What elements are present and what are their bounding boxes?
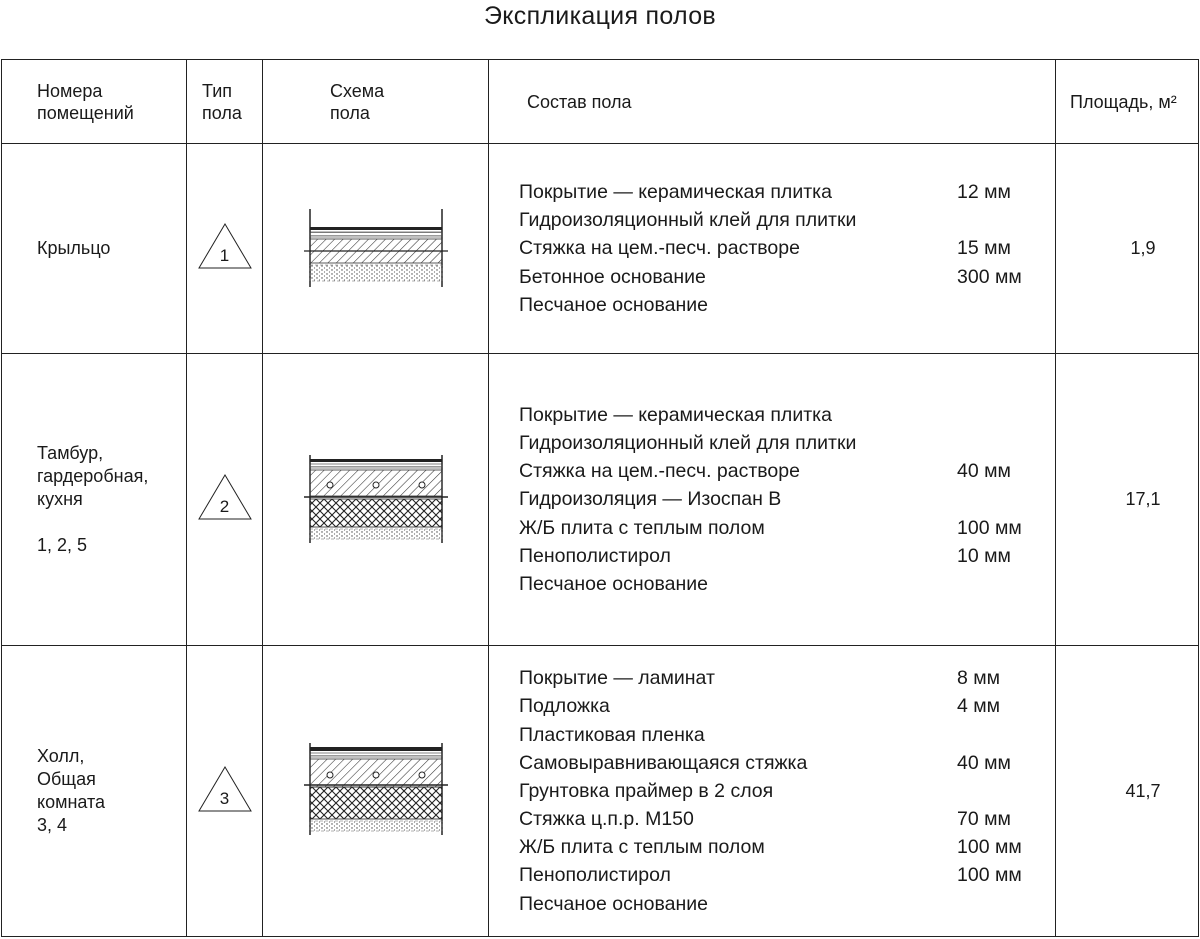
layer-name: Стяжка на цем.-песч. растворе xyxy=(519,460,800,483)
floor-type-number: 3 xyxy=(219,788,230,808)
layer-thickness xyxy=(957,206,1039,234)
list-item xyxy=(519,890,1039,918)
layer-thickness xyxy=(957,721,1039,749)
list-item xyxy=(519,485,1039,513)
layer-thickness: 12 мм xyxy=(957,181,1011,204)
layer-thickness: 4 мм xyxy=(957,695,1001,718)
layer-list xyxy=(519,178,1039,319)
list-item xyxy=(519,721,1039,749)
list-item xyxy=(519,570,1039,598)
layer-thickness xyxy=(957,401,1039,429)
list-item xyxy=(519,833,1039,861)
table-row xyxy=(2,144,1199,354)
header-type: Тип пола xyxy=(187,60,263,144)
floor-type-cell xyxy=(187,646,263,937)
composition-cell xyxy=(489,144,1056,354)
floor-scheme-cell xyxy=(263,646,489,937)
layer-name: Стяжка ц.п.р. М150 xyxy=(519,808,694,831)
layer-name: Пластиковая пленка xyxy=(519,723,705,746)
area-value: 17,1 xyxy=(1125,489,1161,509)
layer-name: Песчаное основание xyxy=(519,293,708,316)
layer-thickness: 15 мм xyxy=(957,237,1011,260)
layer-thickness: 100 мм xyxy=(957,864,1022,887)
list-item xyxy=(519,291,1039,319)
list-item xyxy=(519,457,1039,485)
table-row xyxy=(2,354,1199,646)
floor-scheme-diagram xyxy=(296,447,456,547)
floor-type-number: 1 xyxy=(219,246,230,265)
layer-name: Грунтовка праймер в 2 слоя xyxy=(519,779,774,802)
layer-thickness: 40 мм xyxy=(957,460,1011,483)
rooms-cell: Крыльцо xyxy=(2,144,187,354)
list-item xyxy=(519,805,1039,833)
floor-explication-table xyxy=(1,59,1199,937)
list-item xyxy=(519,749,1039,777)
layer-name: Покрытие — ламинат xyxy=(519,667,715,690)
layer-name: Пенополистирол xyxy=(519,544,671,567)
list-item xyxy=(519,263,1039,291)
floor-type-cell xyxy=(187,354,263,646)
floor-type-number: 2 xyxy=(219,497,230,516)
layer-thickness: 40 мм xyxy=(957,751,1011,774)
area-value: 1,9 xyxy=(1130,238,1156,258)
rooms-cell: Тамбур, гардеробная, кухня 1, 2, 5 xyxy=(2,354,187,646)
header-composition: Состав пола xyxy=(489,60,1056,144)
layer-thickness xyxy=(957,485,1039,513)
list-item xyxy=(519,178,1039,206)
layer-list xyxy=(519,664,1039,918)
area-cell xyxy=(1056,646,1199,937)
layer-thickness xyxy=(957,777,1039,805)
list-item xyxy=(519,542,1039,570)
floor-type-marker xyxy=(197,222,253,270)
layer-name: Стяжка на цем.-песч. растворе xyxy=(519,237,800,260)
layer-list xyxy=(519,401,1039,598)
layer-thickness xyxy=(957,890,1039,918)
layer-thickness: 70 мм xyxy=(957,808,1011,831)
composition-cell xyxy=(489,646,1056,937)
floor-scheme-cell xyxy=(263,354,489,646)
composition-cell xyxy=(489,354,1056,646)
floor-type-marker xyxy=(197,473,253,521)
layer-thickness: 100 мм xyxy=(957,836,1022,859)
layer-name: Покрытие — керамическая плитка xyxy=(519,403,832,426)
layer-name: Ж/Б плита с теплым полом xyxy=(519,836,765,859)
layer-name: Гидроизоляция — Изоспан В xyxy=(519,488,782,511)
layer-name: Самовыравнивающаяся стяжка xyxy=(519,751,808,774)
list-item xyxy=(519,401,1039,429)
area-cell xyxy=(1056,144,1199,354)
rooms-cell: Холл, Общая комната 3, 4 xyxy=(2,646,187,937)
list-item xyxy=(519,664,1039,692)
layer-name: Гидроизоляционный клей для плитки xyxy=(519,432,857,455)
list-item xyxy=(519,861,1039,889)
list-item xyxy=(519,692,1039,720)
floor-scheme-diagram xyxy=(296,739,456,839)
header-scheme: Схема пола xyxy=(263,60,489,144)
list-item xyxy=(519,514,1039,542)
layer-name: Бетонное основание xyxy=(519,265,706,288)
layer-name: Песчаное основание xyxy=(519,572,708,595)
floor-type-marker xyxy=(197,765,253,813)
list-item xyxy=(519,429,1039,457)
layer-thickness xyxy=(957,291,1039,319)
area-cell xyxy=(1056,354,1199,646)
header-area: Площадь, м² xyxy=(1056,60,1199,144)
layer-name: Подложка xyxy=(519,695,610,718)
layer-name: Пенополистирол xyxy=(519,864,671,887)
list-item xyxy=(519,234,1039,262)
table-header-row xyxy=(2,60,1199,144)
list-item xyxy=(519,206,1039,234)
floor-scheme-cell xyxy=(263,144,489,354)
layer-thickness: 10 мм xyxy=(957,544,1011,567)
layer-name: Песчаное основание xyxy=(519,892,708,915)
floor-scheme-diagram xyxy=(296,201,456,291)
page-title: Экспликация полов xyxy=(484,2,716,30)
list-item xyxy=(519,777,1039,805)
table-row xyxy=(2,646,1199,937)
layer-thickness xyxy=(957,570,1039,598)
header-rooms: Номера помещений xyxy=(2,60,187,144)
layer-thickness: 300 мм xyxy=(957,265,1022,288)
floor-type-cell xyxy=(187,144,263,354)
layer-thickness xyxy=(957,429,1039,457)
layer-name: Гидроизоляционный клей для плитки xyxy=(519,209,857,232)
layer-thickness: 100 мм xyxy=(957,516,1022,539)
layer-name: Ж/Б плита с теплым полом xyxy=(519,516,765,539)
layer-thickness: 8 мм xyxy=(957,667,1001,690)
area-value: 41,7 xyxy=(1125,780,1161,801)
layer-name: Покрытие — керамическая плитка xyxy=(519,181,832,204)
